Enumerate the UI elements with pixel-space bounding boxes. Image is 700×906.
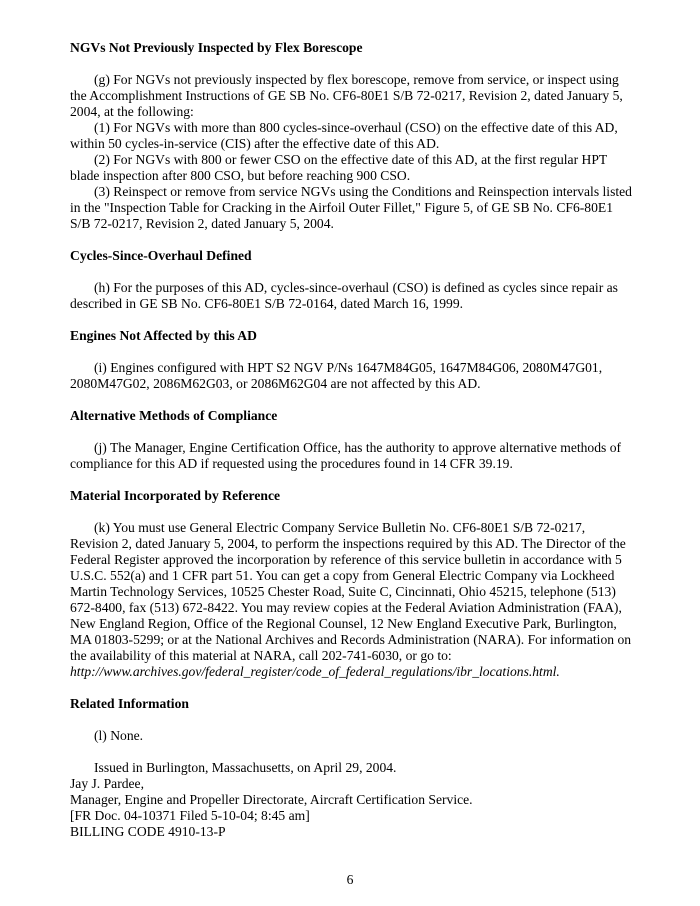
archives-url: http://www.archives.gov/federal_register/code_of_federal_regulations/ibr_locations.html.	[70, 664, 560, 679]
issued-line: Issued in Burlington, Massachusetts, on April 29, 2004.	[94, 760, 397, 775]
signer-title: Manager, Engine and Propeller Directorate, Aircraft Certification Service.	[70, 792, 473, 807]
paragraph-g2: (2) For NGVs with 800 or fewer CSO on the effective date of this AD, at the first regular HPT blade inspection after 800 CSO, but before reaching 900 CSO.	[70, 152, 607, 183]
heading-ngv: NGVs Not Previously Inspected by Flex Borescope	[70, 40, 363, 55]
paragraph-i: (i) Engines configured with HPT S2 NGV P/Ns 1647M84G05, 1647M84G06, 2080M47G01, 2080M47G02, 2086M62G03, or 2086M62G04 are not affected by this AD.	[70, 360, 603, 391]
paragraph-l: (l) None.	[94, 728, 144, 743]
paragraph-g1: (1) For NGVs with more than 800 cycles-since-overhaul (CSO) on the effective date of this AD, within 50 cycles-in-service (CIS) after the effective date of this AD.	[70, 120, 618, 151]
document-body	[70, 40, 635, 840]
paragraph-j: (j) The Manager, Engine Certification Office, has the authority to approve alternative methods of compliance for this AD if requested using the procedures found in 14 CFR 39.19.	[70, 440, 622, 471]
billing-code: BILLING CODE 4910-13-P	[70, 824, 226, 839]
paragraph-k: (k) You must use General Electric Company Service Bulletin No. CF6-80E1 S/B 72-0217, Revision 2, dated January 5, 2004, to perform the inspections required by this AD. The Director of the Federal Register approved the incorporation by reference of this service bulletin in accordance with 5 U.S.C. 552(a) and 1 CFR part 51. You can get a copy from General Electric Company via Lockheed Martin Technology Services, 10525 Chester Road, Suite C, Cincinnati, Ohio 45215, telephone (513) 672-8400, fax (513) 672-8422. You may review copies at the Federal Aviation Administration (FAA), New England Region, Office of the Regional Counsel, 12 New England Executive Park, Burlington, MA 01803-5299; or at the National Archives and Records Administration (NARA). For information on the availability of this material at NARA, call 202-741-6030, or go to:	[70, 520, 632, 663]
heading-amoc: Alternative Methods of Compliance	[70, 408, 278, 423]
paragraph-g3: (3) Reinspect or remove from service NGVs using the Conditions and Reinspection intervals listed in the "Inspection Table for Cracking in the Airfoil Outer Fillet," Figure 5, of GE SB No. CF6-80E1 S/B 72-0217, Revision 2, dated January 5, 2004.	[70, 184, 632, 231]
paragraph-g: (g) For NGVs not previously inspected by flex borescope, remove from service, or inspect using the Accomplishment Instructions of GE SB No. CF6-80E1 S/B 72-0217, Revision 2, dated January 5, 2004, at the following:	[70, 72, 623, 119]
page-number: 6	[346, 872, 354, 887]
signer-name: Jay J. Pardee,	[70, 776, 144, 791]
heading-material: Material Incorporated by Reference	[70, 488, 281, 503]
heading-cso: Cycles-Since-Overhaul Defined	[70, 248, 252, 263]
paragraph-h: (h) For the purposes of this AD, cycles-since-overhaul (CSO) is defined as cycles since repair as described in GE SB No. CF6-80E1 S/B 72-0164, dated March 16, 1999.	[70, 280, 618, 311]
fr-doc-line: [FR Doc. 04-10371 Filed 5-10-04; 8:45 am]	[70, 808, 310, 823]
heading-engines: Engines Not Affected by this AD	[70, 328, 257, 343]
heading-related: Related Information	[70, 696, 189, 711]
